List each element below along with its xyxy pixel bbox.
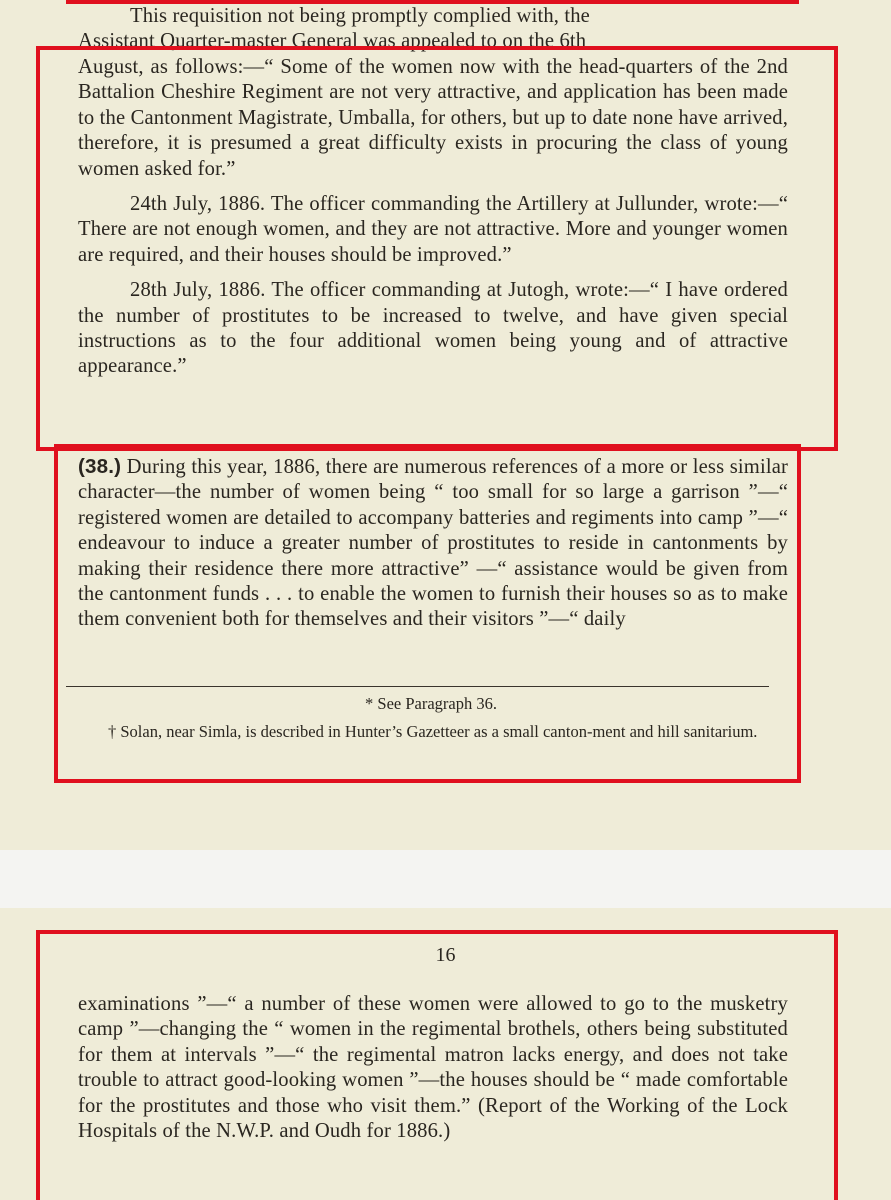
intro-line-2: Assistant Quarter-master General was appealed to on the 6th <box>78 30 587 53</box>
paragraph-38-text: During this year, 1886, there are numerous references of a more or less similar character—the number of women being “ too small for so large a garrison ”—“ registered women are detailed to accompany batteries and regiments into camp ”—“ endeavour to induce a greater number of prostitutes to reside in cantonments by making their residence there more attractive” —“ assistance would be given from the cantonment funds . . . to enable the women to furnish their houses so as to make them convenient both for themselves and their visitors ”—“ daily <box>78 456 788 631</box>
highlight-box-page-16 <box>36 930 838 1200</box>
highlight-box-quotes <box>36 46 838 451</box>
quote-cheshire: August, as follows:—“ Some of the women now with the head-quarters of the 2nd Battalion Cheshire Regiment are not very attractive, and application has been made to the Cantonment Magistrate, Umballa, for others, but up to date none have arrived, therefore, it is presumed a great difficulty exists in procuring the class of young women asked for.” <box>78 56 788 180</box>
highlight-box-top <box>66 0 799 4</box>
page-gap <box>0 850 891 908</box>
intro-line-1: This requisition not being promptly complied with, the <box>130 5 590 27</box>
footnote-see-paragraph: * See Paragraph 36. <box>365 694 497 713</box>
page-number: 16 <box>435 944 456 966</box>
highlight-box-paragraph-38 <box>54 444 801 783</box>
quote-jullunder: 24th July, 1886. The officer commanding the Artillery at Jullunder, wrote:—“ There are not enough women, and they are not attractive. More and younger women are required, and their houses should be improved.” <box>78 193 788 266</box>
quote-jutogh: 28th July, 1886. The officer commanding at Jutogh, wrote:—“ I have ordered the number of prostitutes to be increased to twelve, and have given special instructions as to the four additional women being young and of attractive appearance.” <box>78 279 788 378</box>
footnote-solan: † Solan, near Simla, is described in Hunter’s Gazetteer as a small canton-ment and hill sanitarium. <box>108 722 758 741</box>
paragraph-number: (38.) <box>78 455 122 478</box>
continuation-text: examinations ”—“ a number of these women were allowed to go to the musketry camp ”—changing the “ women in the regimental brothels, others being substituted for them at intervals ”—“ the regimental matron lacks energy, and does not take trouble to attract good-looking women ”—the houses should be “ made comfortable for the prostitutes and those who visit them.” (Report of the Working of the Lock Hospitals of the N.W.P. and Oudh for 1886.) <box>78 993 788 1143</box>
